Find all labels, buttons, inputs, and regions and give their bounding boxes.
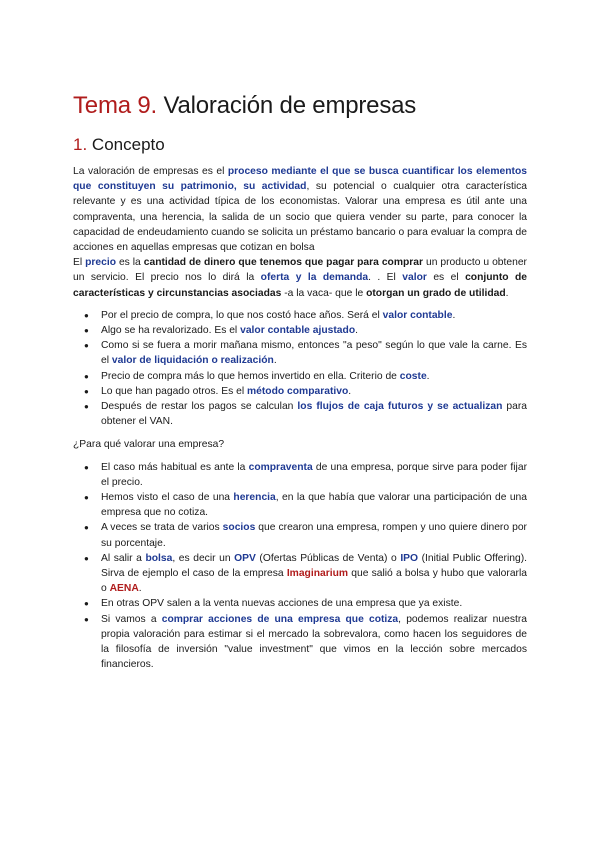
list-item: ● Lo que han pagado otros. Es el método comparativo. bbox=[73, 384, 527, 399]
bold-text: otorgan un grado de utilidad bbox=[366, 287, 506, 299]
list-item: ● Como si se fuera a morir mañana mismo, entonces "a peso" según lo que vale la carne. Es el valor de liquidación o realización. bbox=[73, 338, 527, 368]
highlight-text: OPV bbox=[234, 552, 256, 564]
section-number: 1. bbox=[73, 135, 88, 154]
bold-text: cantidad de dinero que tenemos que pagar para comprar bbox=[143, 257, 424, 269]
highlight-text: valor bbox=[402, 272, 427, 284]
page-title bbox=[73, 92, 416, 120]
highlight-text: comprar acciones de una empresa que cotiza bbox=[161, 613, 399, 625]
title-text: Valoración de empresas bbox=[163, 92, 417, 119]
bold-text: conjunto de características y circunstancias asociadas bbox=[73, 272, 527, 299]
highlight-text: método comparativo bbox=[246, 385, 349, 397]
highlight-text: bolsa bbox=[145, 552, 173, 564]
highlight-text: precio bbox=[85, 257, 117, 269]
highlight-text: proceso mediante el que se busca cuantificar los elementos que constituyen su patrimonio, su actividad bbox=[73, 166, 527, 193]
highlight-text: los flujos de caja futuros y se actualizan bbox=[297, 401, 503, 413]
paragraph-intro: La valoración de empresas es el proceso mediante el que se busca cuantificar los elementos que constituyen su patrimonio, su actividad, su potencial o cualquier otra característica relevante y es una actividad típica de los economistas. Valorar una empresa es útil ante una compraventa, una herencia, la salida de un socio que quiera vender su parte, para conocer la capacidad de endeudamiento cuando se solicita un préstamo bancario o para evaluar la compra de acciones en aquellas empresas que cotizan en bolsa bbox=[73, 166, 528, 254]
highlight-text: compraventa bbox=[248, 461, 313, 473]
highlight-text: valor contable ajustado bbox=[240, 325, 356, 337]
highlight-text: coste bbox=[399, 370, 427, 382]
valuation-methods-list bbox=[73, 308, 527, 430]
question-text: ¿Para qué valorar una empresa? bbox=[73, 439, 225, 451]
company-name: Imaginarium bbox=[286, 568, 349, 580]
list-item: ● Después de restar los pagos se calculan los flujos de caja futuros y se actualizan para obtener el VAN. bbox=[73, 399, 527, 429]
list-item: ● Por el precio de compra, lo que nos costó hace años. Será el valor contable. bbox=[73, 308, 527, 323]
list-item: ● Hemos visto el caso de una herencia, en la que había que valorar una participación de una empresa que no cotiza. bbox=[73, 490, 527, 520]
section-text: Concepto bbox=[91, 135, 165, 154]
list-item: ● Si vamos a comprar acciones de una empresa que cotiza, podemos realizar nuestra propia valoración para estimar si el mercado la sobrevalora, como hacen los seguidores de la filosofía de inversión "value investment" que vimos en la lección sobre mercados financieros. bbox=[73, 612, 527, 673]
highlight-text: valor de liquidación o realización bbox=[111, 355, 274, 367]
highlight-text: herencia bbox=[233, 492, 276, 504]
highlight-text: valor contable bbox=[382, 309, 453, 321]
list-item: ● Al salir a bolsa, es decir un OPV (Ofertas Públicas de Venta) o IPO (Initial Public Offering). Sirva de ejemplo el caso de la empresa Imaginarium que salió a bolsa y hubo que valorarla o AENA. bbox=[73, 551, 527, 597]
section-heading bbox=[73, 135, 165, 155]
company-name: AENA bbox=[109, 583, 139, 595]
highlight-text: IPO bbox=[400, 552, 419, 564]
title-number: Tema 9. bbox=[73, 92, 157, 119]
list-item: ● Precio de compra más lo que hemos invertido en ella. Criterio de coste. bbox=[73, 369, 527, 384]
list-item: ● En otras OPV salen a la venta nuevas acciones de una empresa que ya existe. bbox=[73, 596, 527, 611]
highlight-text: socios bbox=[222, 522, 256, 534]
body-content bbox=[73, 164, 527, 673]
list-item: ● Algo se ha revalorizado. Es el valor contable ajustado. bbox=[73, 323, 527, 338]
paragraph-price-value: El precio es la cantidad de dinero que tenemos que pagar para comprar un producto u obtener un servicio. El precio nos lo dirá la oferta y la demanda. . El valor es el conjunto de características y circunstancias asociadas -a la vaca- que le otorgan un grado de utilidad. bbox=[73, 257, 527, 299]
highlight-text: oferta y la demanda bbox=[260, 272, 369, 284]
list-item: ● A veces se trata de varios socios que crearon una empresa, rompen y uno quiere dinero por su porcentaje. bbox=[73, 520, 527, 550]
reasons-list bbox=[73, 460, 527, 673]
list-item: ● El caso más habitual es ante la compraventa de una empresa, porque sirve para poder fijar el precio. bbox=[73, 460, 527, 490]
